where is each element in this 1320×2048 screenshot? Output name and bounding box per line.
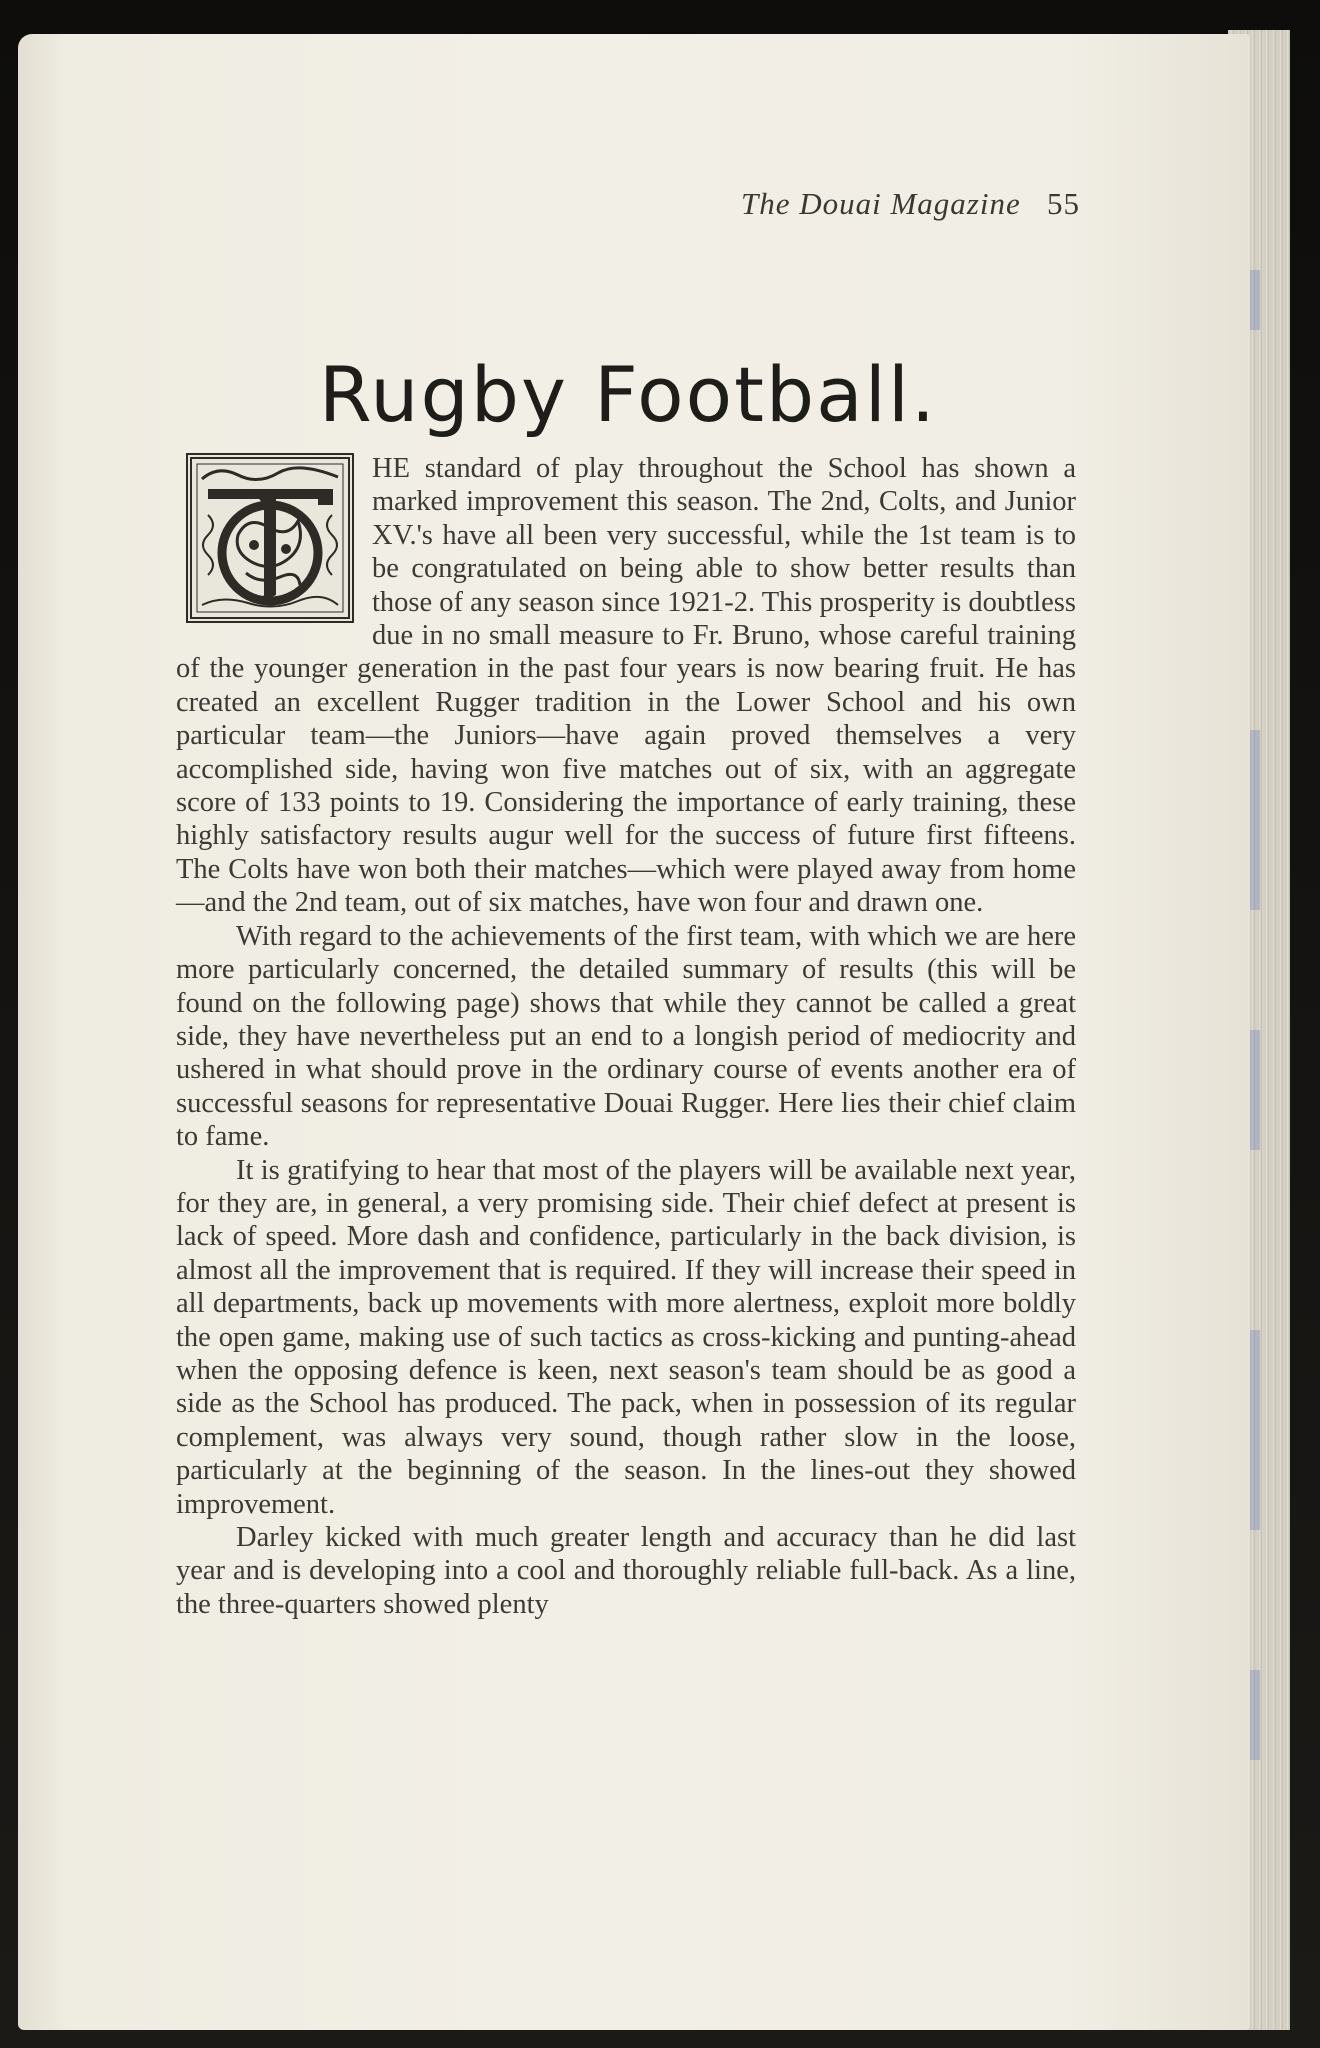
running-header <box>700 186 1080 222</box>
paragraph-4: Darley kicked with much greater length and accuracy than he did last year and is developing into a cool and thoroughly reliable full-back. As a line, the three-quarters showed plenty <box>176 1522 1076 1620</box>
magazine-title: The Douai Magazine <box>740 186 1021 221</box>
article-body <box>176 452 1076 1621</box>
article-title: Rugby Football. <box>318 350 938 439</box>
paragraph-2: With regard to the achievements of the first team, with which we are here more particularly concerned, the detailed summary of results (this will be found on the following page) shows that while they cannot be called a great side, they have nevertheless put an end to a longish period of mediocrity and ushered in what should prove in the ordinary course of events another era of successful seasons for representative Douai Rugger. Here lies their chief claim to fame. <box>176 920 1076 1153</box>
page-number: 55 <box>1047 186 1080 221</box>
paragraph-1: HE standard of play throughout the School has shown a marked improvement this season. The 2nd, Colts, and Junior XV.'s have all been very successful, while the 1st team is to be congratulated on being able to show better results than those of any season since 1921-2. This prosperity is doubtless due in no small measure to Fr. Bruno, whose careful training of the younger generation in the past four years is now bearing fruit. He has created an excellent Rugger tradition in the Lower School and his own particular team—the Juniors—have again proved themselves a very accomplished side, having won five matches out of six, with an aggregate score of 133 points to 19. Considering the importance of early training, these highly satisfactory results augur well for the success of future first fifteens. The Colts have won both their matches—which were played away from home—and the 2nd team, out of six matches, have won four and drawn one. <box>176 453 1076 919</box>
paragraph-3: It is gratifying to hear that most of the players will be available next year, for they are, in general, a very promising side. Their chief defect at present is lack of speed. More dash and confidence, particularly in the back division, is almost all the improvement that is required. If they will increase their speed in all departments, back up movements with more alertness, exploit more boldly the open game, making use of such tactics as cross-kicking and punting-ahead when the opposing defence is keen, next season's team should be as good a side as the School has produced. The pack, when in possession of its regular complement, was always very sound, though rather slow in the loose, particularly at the beginning of the season. In the lines-out they showed improvement. <box>176 1154 1076 1520</box>
